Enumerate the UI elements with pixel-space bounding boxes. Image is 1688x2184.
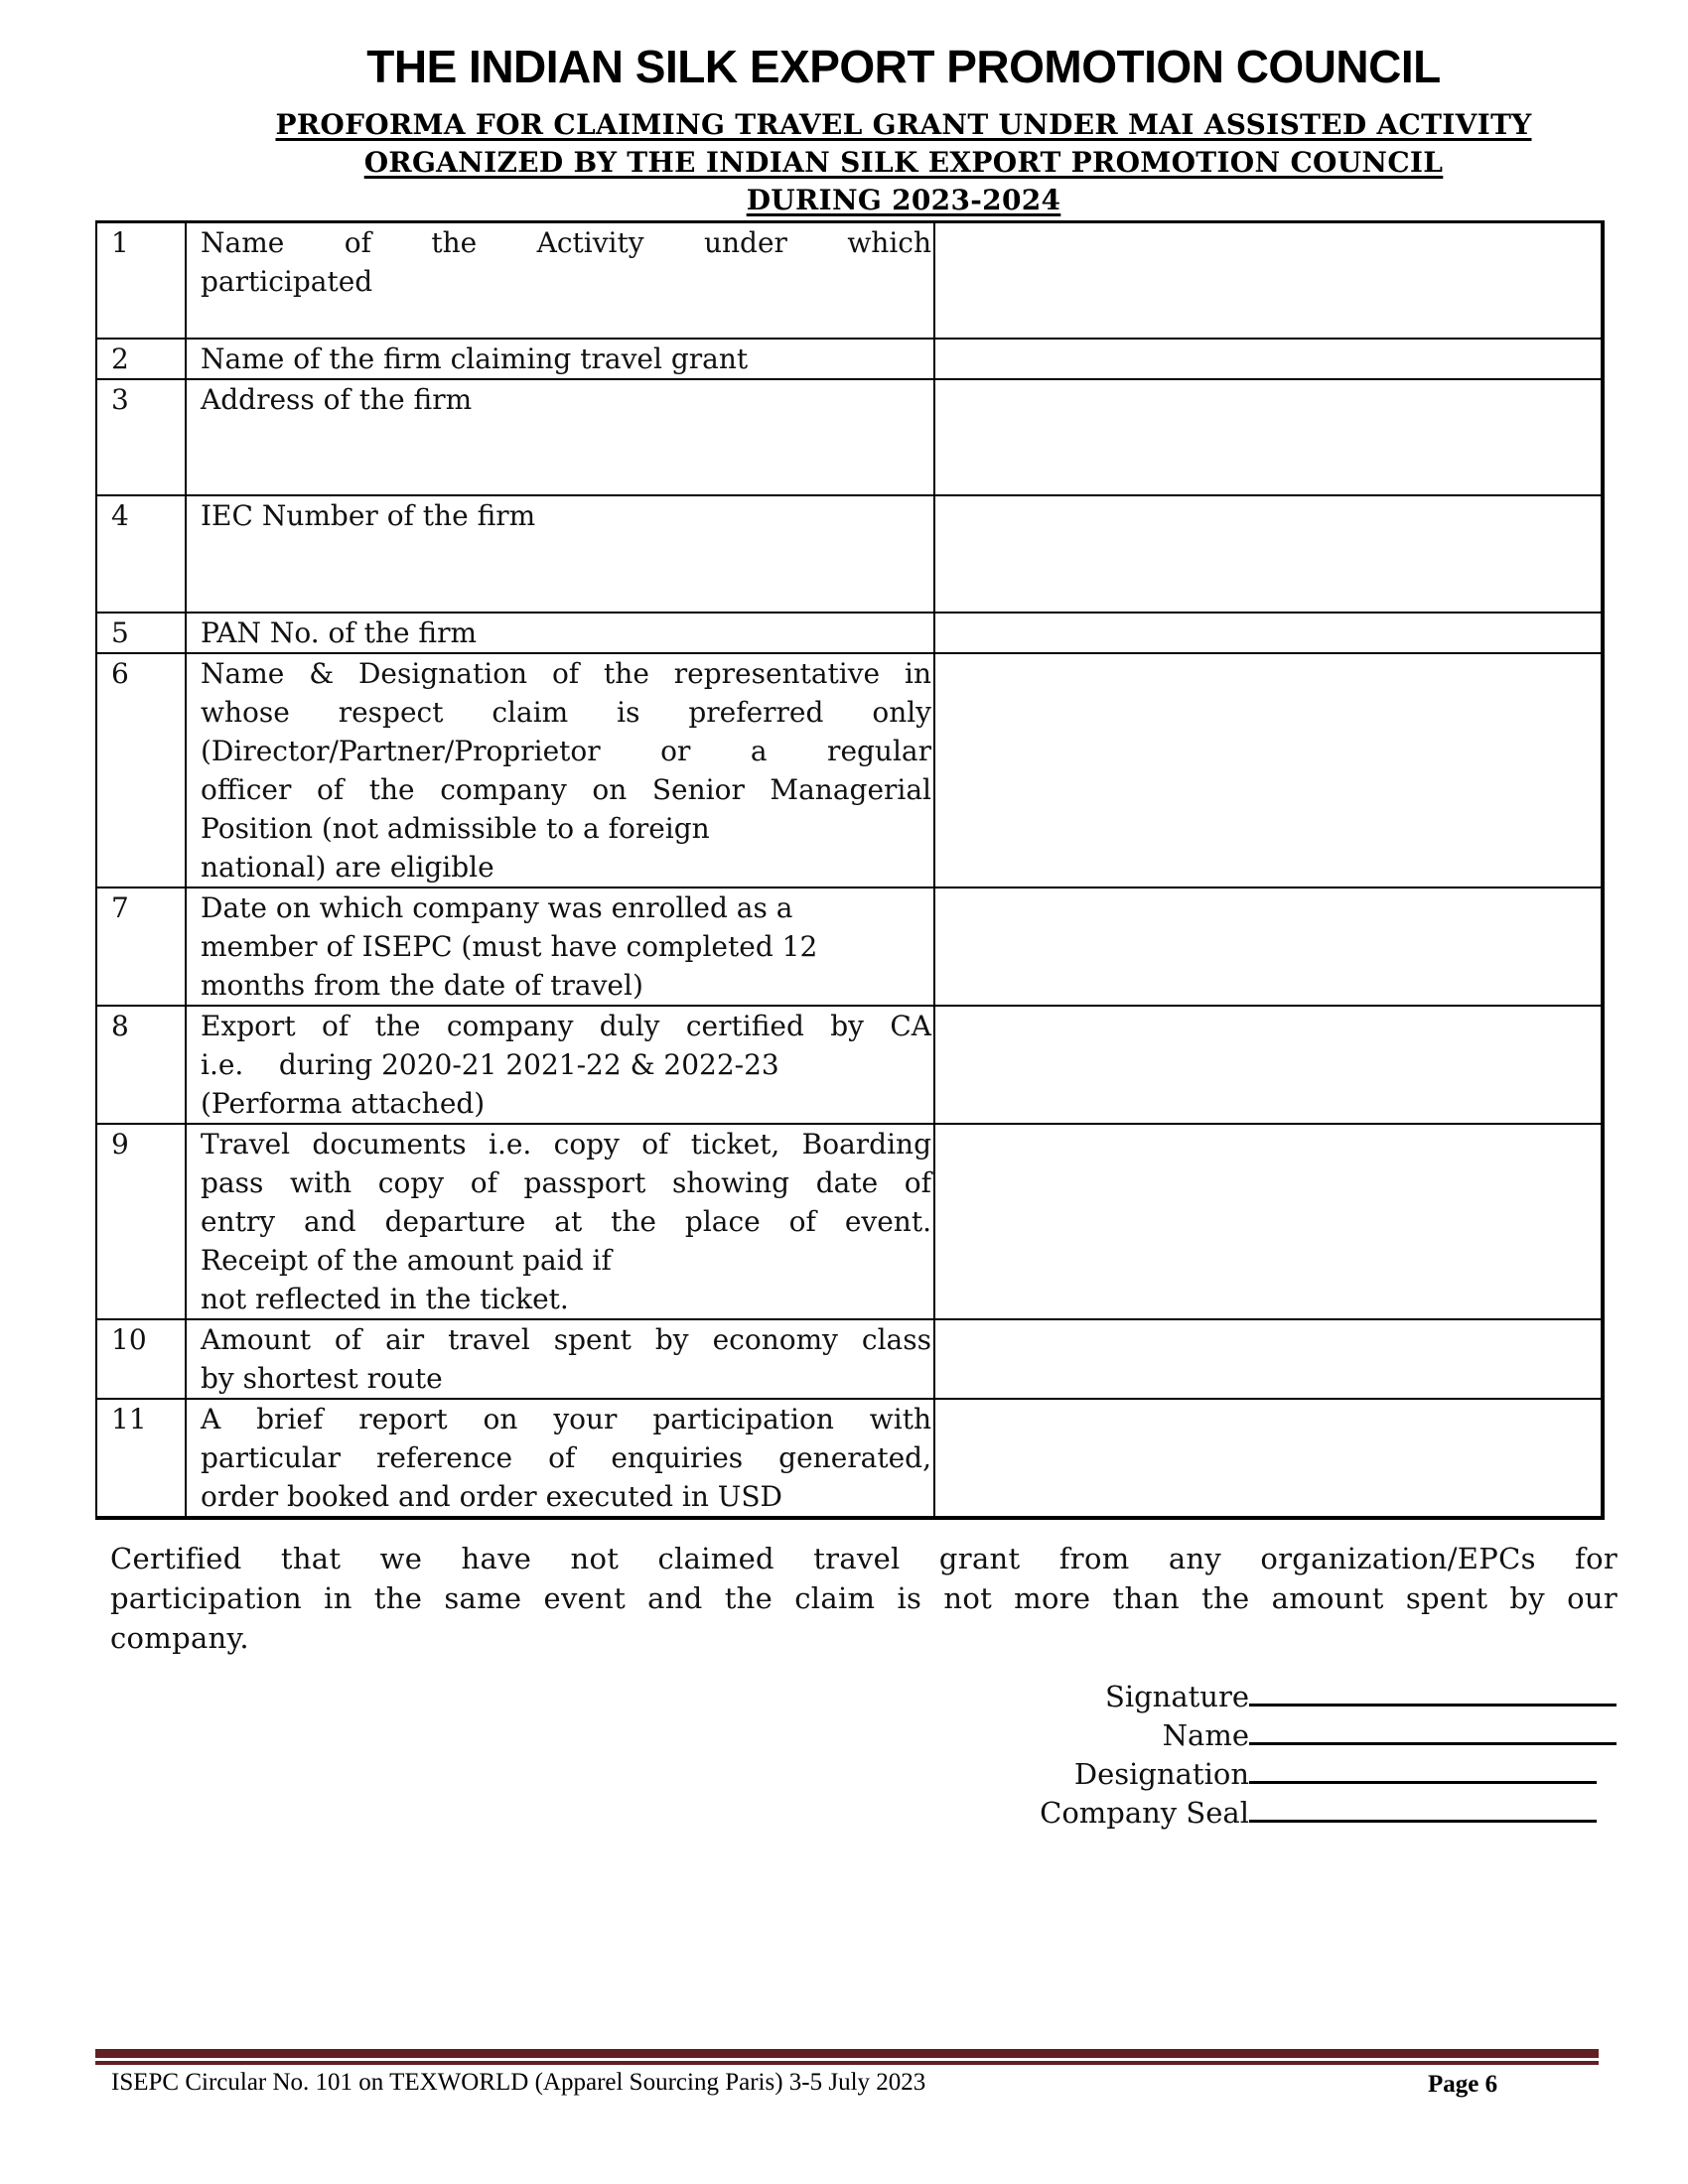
travel-documents-field[interactable]: [934, 1124, 1603, 1319]
table-row: [96, 339, 1603, 379]
representative-field[interactable]: [934, 653, 1603, 887]
row-number: 4: [96, 495, 186, 613]
certification-statement: Certified that we have not claimed travel grant from any organization/EPCs for participation in the same event and the claim is not more than the amount spent by our company.: [110, 1542, 1618, 1655]
company-seal-field[interactable]: [1249, 1794, 1597, 1823]
row-number: 5: [96, 613, 186, 653]
row-number: 9: [96, 1124, 186, 1319]
participation-report-field[interactable]: [934, 1399, 1603, 1518]
activity-name-field[interactable]: [934, 222, 1603, 339]
name-row: [1021, 1716, 1617, 1755]
table-row: [96, 613, 1603, 653]
table-row: [96, 1006, 1603, 1124]
pan-number-field[interactable]: [934, 613, 1603, 653]
company-seal-row: [1021, 1794, 1617, 1833]
export-certified-field[interactable]: [934, 1006, 1603, 1124]
footer-divider-thin: [95, 2061, 1599, 2065]
table-row: [96, 222, 1603, 339]
table-row: [96, 1124, 1603, 1319]
designation-field[interactable]: [1249, 1755, 1597, 1784]
table-row: [96, 887, 1603, 1006]
row-label: Export of the company duly certified by CA i.e. during 2020-21 2021-22 & 2022-23 (Performa attached): [186, 1006, 934, 1124]
row-number: 2: [96, 339, 186, 379]
signature-row: [1021, 1678, 1617, 1716]
name-label: Name: [1162, 1718, 1249, 1752]
designation-label: Designation: [1073, 1757, 1249, 1791]
row-number: 11: [96, 1399, 186, 1518]
row-label: Amount of air travel spent by economy class by shortest route: [186, 1319, 934, 1399]
row-number: 6: [96, 653, 186, 887]
council-title: THE INDIAN SILK EXPORT PROMOTION COUNCIL: [366, 41, 1441, 92]
row-label: PAN No. of the firm: [186, 613, 934, 653]
proforma-subtitle-line-2: ORGANIZED BY THE INDIAN SILK EXPORT PROMOTION COUNCIL: [363, 146, 1444, 179]
table-row: [96, 379, 1603, 495]
row-number: 7: [96, 887, 186, 1006]
firm-name-field[interactable]: [934, 339, 1603, 379]
row-number: 10: [96, 1319, 186, 1399]
signature-block: [1021, 1678, 1617, 1833]
table-row: [96, 1319, 1603, 1399]
proforma-subtitle-line-3: DURING 2023-2024: [746, 184, 1061, 216]
row-number: 1: [96, 222, 186, 339]
air-travel-amount-field[interactable]: [934, 1319, 1603, 1399]
row-label: Date on which company was enrolled as a member of ISEPC (must have completed 12 months from the date of travel): [186, 887, 934, 1006]
row-label: Name of the Activity under which participated: [186, 222, 934, 339]
name-field[interactable]: [1249, 1716, 1617, 1745]
page-number: Page 6: [1428, 2071, 1498, 2098]
footer-divider-thick: [95, 2049, 1599, 2058]
iec-number-field[interactable]: [934, 495, 1603, 613]
row-label: Travel documents i.e. copy of ticket, Boarding pass with copy of passport showing date of entry and departure at the place of event. Receipt of the amount paid if not reflected in the ticket.: [186, 1124, 934, 1319]
travel-grant-form-table: [95, 220, 1605, 1520]
company-seal-label: Company Seal: [1040, 1796, 1249, 1830]
row-label: Name of the firm claiming travel grant: [186, 339, 934, 379]
row-label: Name & Designation of the representative in whose respect claim is preferred only (Director/Partner/Proprietor or a regular officer of the company on Senior Managerial Position (not admissible to a foreign national) are eligible: [186, 653, 934, 887]
signature-field[interactable]: [1249, 1678, 1617, 1706]
row-label: Address of the firm: [186, 379, 934, 495]
table-row: [96, 1399, 1603, 1518]
table-row: [96, 653, 1603, 887]
row-number: 8: [96, 1006, 186, 1124]
table-row: [96, 495, 1603, 613]
enrollment-date-field[interactable]: [934, 887, 1603, 1006]
row-label: IEC Number of the firm: [186, 495, 934, 613]
designation-row: [1021, 1755, 1617, 1794]
footer-circular-text: ISEPC Circular No. 101 on TEXWORLD (Apparel Sourcing Paris) 3-5 July 2023: [111, 2069, 926, 2096]
row-label: A brief report on your participation with particular reference of enquiries generated, order booked and order executed in USD: [186, 1399, 934, 1518]
signature-label: Signature: [1104, 1680, 1249, 1713]
proforma-subtitle-line-1: PROFORMA FOR CLAIMING TRAVEL GRANT UNDER MAI ASSISTED ACTIVITY: [275, 108, 1532, 141]
firm-address-field[interactable]: [934, 379, 1603, 495]
row-number: 3: [96, 379, 186, 495]
